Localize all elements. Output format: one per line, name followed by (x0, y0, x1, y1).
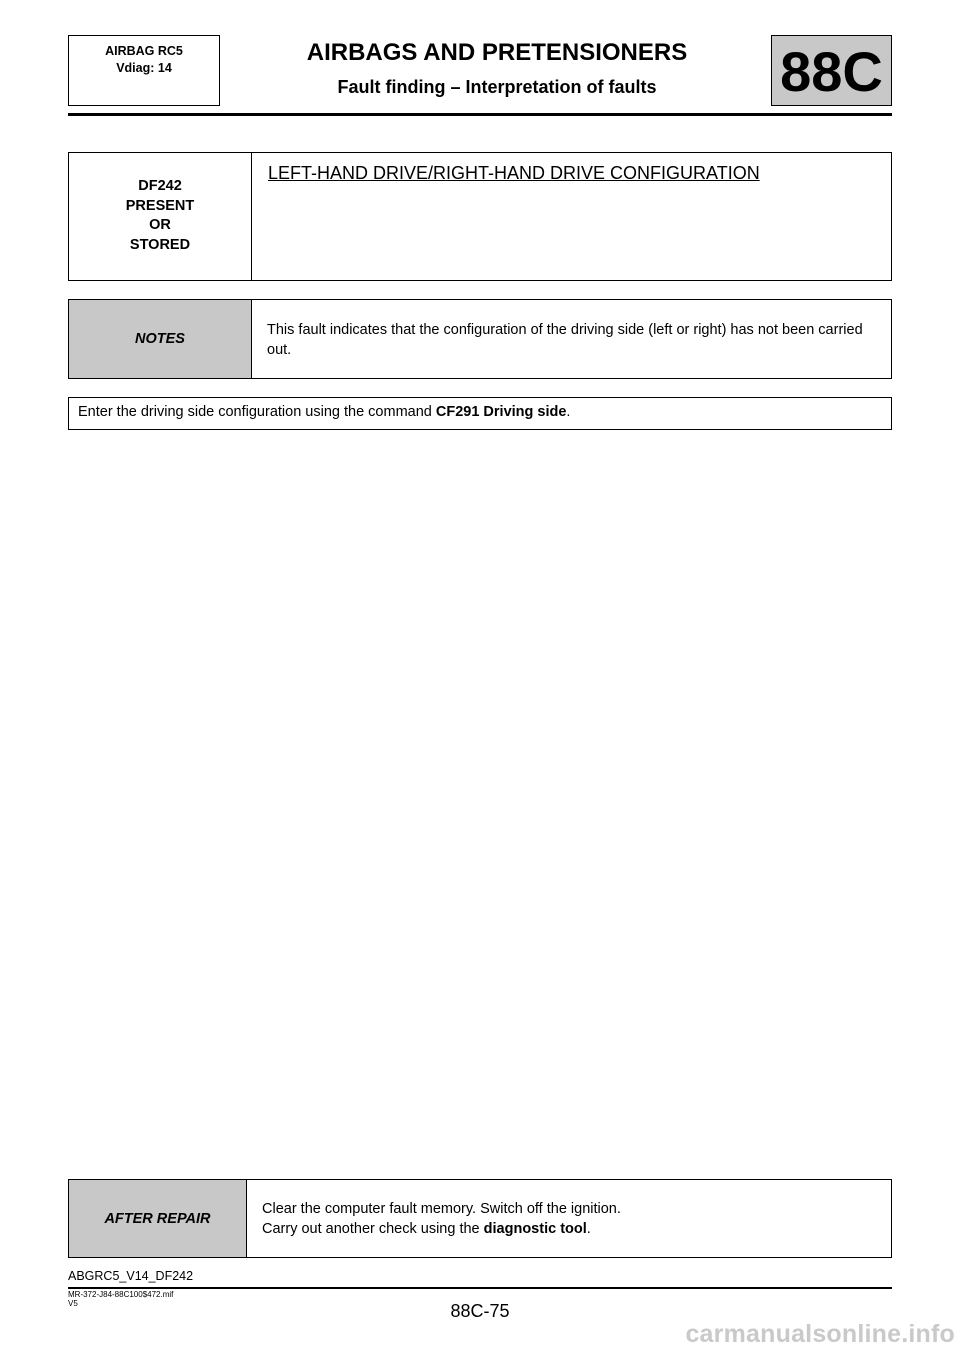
vehicle-system-box (68, 35, 220, 106)
instruction-text: Enter the driving side configuration using the command (78, 404, 436, 420)
section-code-box: 88C (771, 35, 892, 106)
page-subtitle: Fault finding – Interpretation of faults (337, 77, 657, 97)
after-repair-line-2-period: . (586, 1221, 591, 1237)
fault-code: DF242 (138, 178, 182, 194)
fault-status-cell (69, 153, 252, 280)
watermark: carmanualsonline.info (685, 1320, 955, 1348)
notes-label: NOTES (69, 300, 252, 378)
after-repair-text (262, 1199, 882, 1239)
fault-title: LEFT-HAND DRIVE/RIGHT-HAND DRIVE CONFIGURATION (268, 163, 760, 183)
vdiag-version: Vdiag: 14 (116, 61, 172, 75)
fault-status-stored: STORED (129, 236, 191, 253)
fault-block (68, 152, 892, 281)
header-divider (68, 113, 892, 116)
document-reference: ABGRC5_V14_DF242 (68, 1269, 194, 1283)
instruction-period: . (566, 404, 571, 420)
page-number: 88C-75 (450, 1301, 510, 1321)
fault-status-present: PRESENT (125, 197, 195, 214)
notes-block (68, 299, 892, 379)
notes-text: This fault indicates that the configuration of the driving side (left or right) has not been carried out. (267, 322, 863, 358)
after-repair-line-1: Clear the computer fault memory. Switch off the ignition. (262, 1201, 621, 1217)
command-name: CF291 Driving side (435, 404, 567, 420)
page-title: AIRBAGS AND PRETENSIONERS (306, 39, 688, 66)
fault-status-or: OR (149, 217, 171, 233)
after-repair-line-2-text: Carry out another check using the (262, 1221, 484, 1237)
after-repair-label: AFTER REPAIR (69, 1180, 247, 1257)
instruction-block (68, 397, 892, 430)
system-name: AIRBAG RC5 (105, 44, 183, 58)
document-version: V5 (68, 1299, 78, 1308)
after-repair-line-2 (262, 1219, 882, 1239)
footer-divider (68, 1287, 892, 1289)
source-file: MR-372-J84-88C100$472.mif (68, 1290, 174, 1299)
diagnostic-tool-text: diagnostic tool (483, 1221, 587, 1237)
after-repair-block (68, 1179, 892, 1258)
